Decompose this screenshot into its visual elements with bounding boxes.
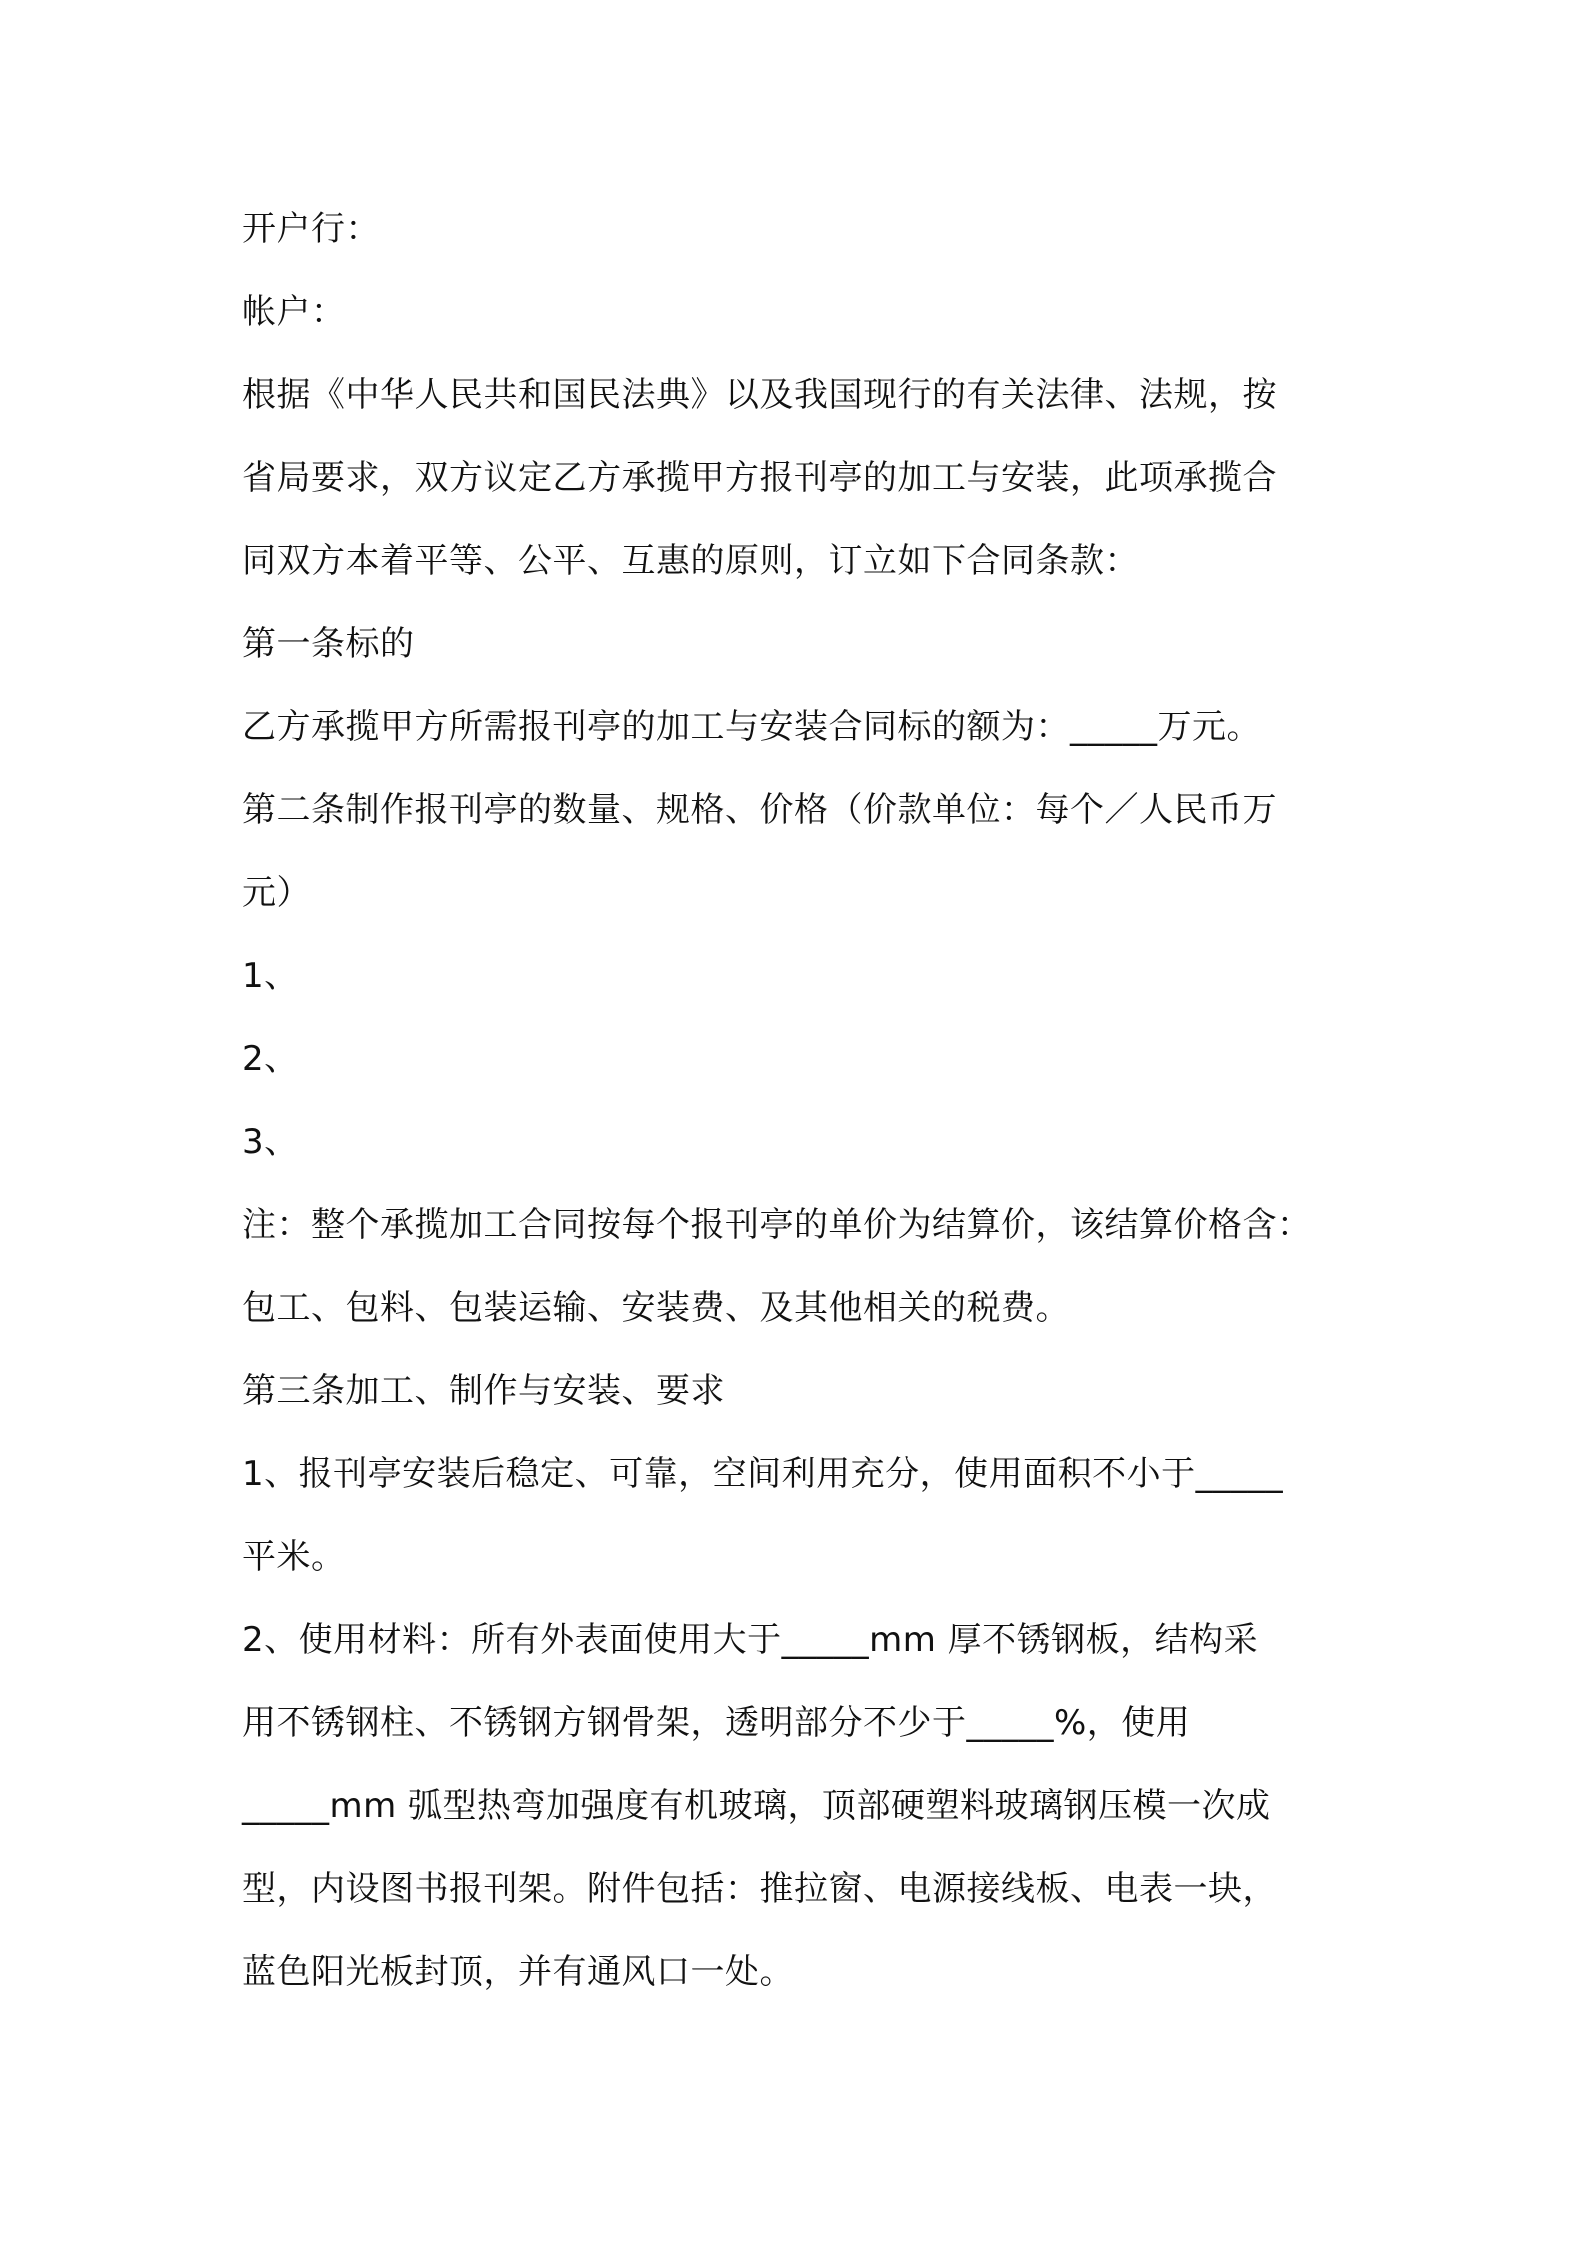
list-item-3: 3、 xyxy=(242,1122,299,1162)
article-2-heading: 第二条制作报刊亭的数量、规格、价格（价款单位：每个／人民币万 xyxy=(242,790,1277,830)
article-2-heading-cont: 元） xyxy=(242,873,311,913)
account-label: 帐户： xyxy=(242,292,346,332)
article-3-heading: 第三条加工、制作与安装、要求 xyxy=(242,1371,725,1411)
requirement-2-line-4: 型，内设图书报刊架。附件包括：推拉窗、电源接线板、电表一块， xyxy=(242,1869,1277,1909)
list-item-2: 2、 xyxy=(242,1039,299,1079)
requirement-1-line-1: 1、报刊亭安装后稳定、可靠，空间利用充分，使用面积不小于_____ xyxy=(242,1454,1284,1494)
requirement-2-line-1: 2、使用材料：所有外表面使用大于_____mm 厚不锈钢板，结构采 xyxy=(242,1620,1259,1660)
list-item-1: 1、 xyxy=(242,956,299,996)
preamble-line-1: 根据《中华人民共和国民法典》以及我国现行的有关法律、法规，按 xyxy=(242,375,1277,415)
article-1-heading: 第一条标的 xyxy=(242,624,415,664)
note-line-2: 包工、包料、包装运输、安装费、及其他相关的税费。 xyxy=(242,1288,1070,1328)
requirement-2-line-3: _____mm 弧型热弯加强度有机玻璃，顶部硬塑料玻璃钢压模一次成 xyxy=(242,1786,1271,1826)
preamble-line-2: 省局要求，双方议定乙方承揽甲方报刊亭的加工与安装，此项承揽合 xyxy=(242,458,1277,498)
preamble-line-3: 同双方本着平等、公平、互惠的原则，订立如下合同条款： xyxy=(242,541,1139,581)
requirement-1-line-2: 平米。 xyxy=(242,1537,346,1577)
requirement-2-line-5: 蓝色阳光板封顶，并有通风口一处。 xyxy=(242,1952,794,1992)
note-line-1: 注：整个承揽加工合同按每个报刊亭的单价为结算价，该结算价格含： xyxy=(242,1205,1312,1245)
bank-label: 开户行： xyxy=(242,209,380,249)
requirement-2-line-2: 用不锈钢柱、不锈钢方钢骨架，透明部分不少于_____%，使用 xyxy=(242,1703,1191,1743)
article-1-text: 乙方承揽甲方所需报刊亭的加工与安装合同标的额为：_____万元。 xyxy=(242,707,1261,747)
